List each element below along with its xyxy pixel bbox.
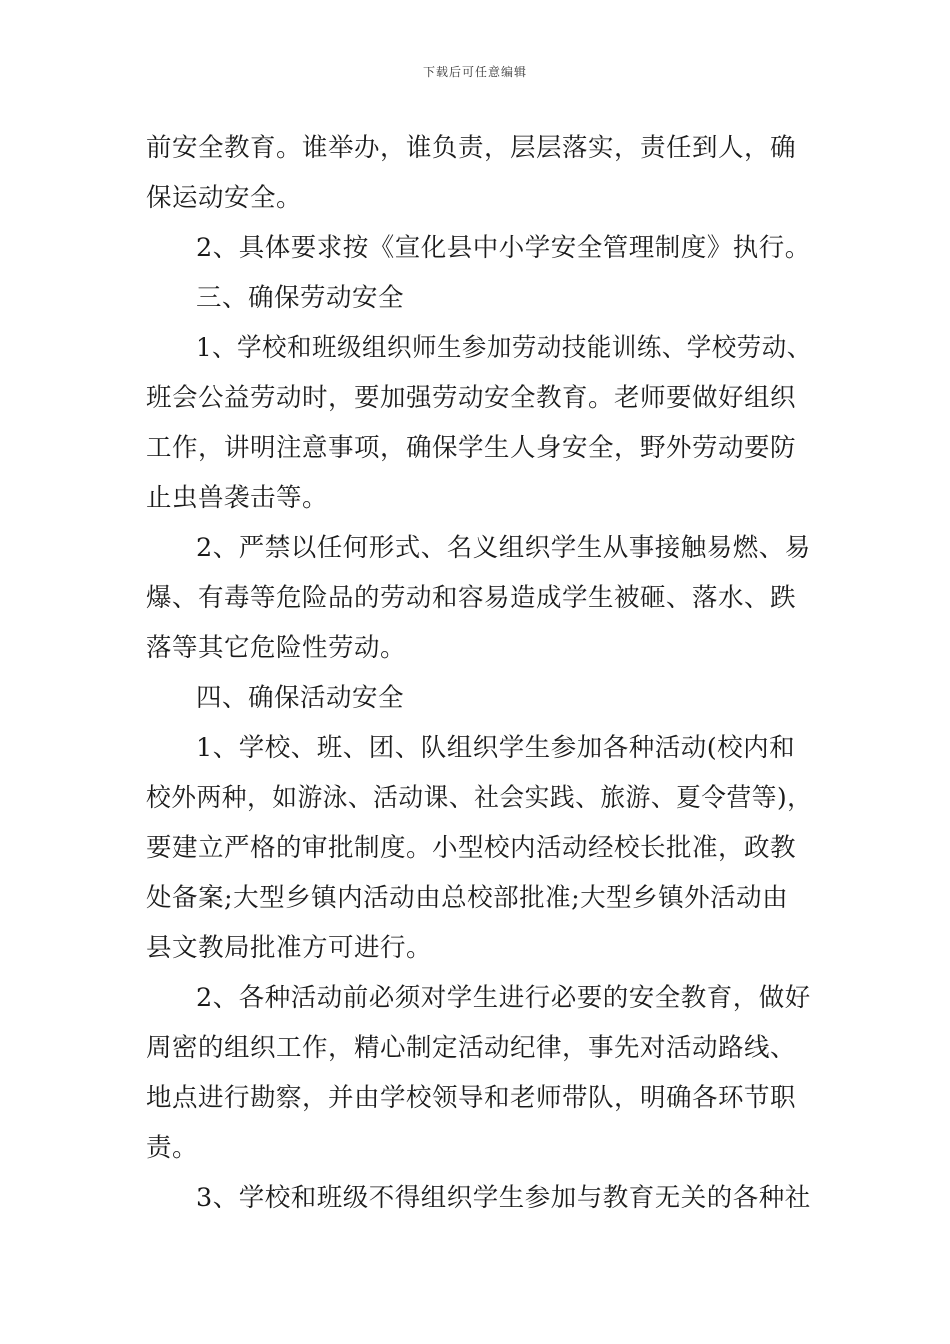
text-line: 前安全教育。谁举办，谁负责，层层落实，责任到人，确 xyxy=(146,133,797,163)
text-line: 2、严禁以任何形式、名义组织学生从事接触易燃、易 xyxy=(196,533,811,563)
text-line: 爆、有毒等危险品的劳动和容易造成学生被砸、落水、跌 xyxy=(146,583,797,613)
text-line: 校外两种，如游泳、活动课、社会实践、旅游、夏令营等)， xyxy=(146,783,813,813)
text-line: 1、学校和班级组织师生参加劳动技能训练、学校劳动、 xyxy=(196,333,812,363)
text-line: 2、各种活动前必须对学生进行必要的安全教育，做好 xyxy=(196,983,811,1013)
text-line: 责。 xyxy=(146,1133,199,1163)
text-line: 班会公益劳动时，要加强劳动安全教育。老师要做好组织 xyxy=(146,383,797,413)
text-line: 周密的组织工作，精心制定活动纪律，事先对活动路线、 xyxy=(146,1033,797,1063)
text-line: 落等其它危险性劳动。 xyxy=(146,633,407,663)
text-line: 县文教局批准方可进行。 xyxy=(146,933,433,963)
page-header: 下载后可任意编辑 xyxy=(422,65,527,79)
text-line: 2、具体要求按《宣化县中小学安全管理制度》执行。 xyxy=(196,233,811,263)
text-line: 地点进行勘察，并由学校领导和老师带队，明确各环节职 xyxy=(146,1083,797,1113)
section-heading: 四、确保活动安全 xyxy=(196,683,405,713)
text-line: 处备案;大型乡镇内活动由总校部批准;大型乡镇外活动由 xyxy=(146,883,789,913)
text-line: 要建立严格的审批制度。小型校内活动经校长批准，政教 xyxy=(146,833,797,863)
section-heading: 三、确保劳动安全 xyxy=(196,283,405,313)
text-line: 工作，讲明注意事项，确保学生人身安全，野外劳动要防 xyxy=(146,433,797,463)
text-line: 3、学校和班级不得组织学生参加与教育无关的各种社 xyxy=(196,1183,811,1213)
text-line: 止虫兽袭击等。 xyxy=(146,483,329,513)
text-line: 保运动安全。 xyxy=(146,183,303,213)
text-line: 1、学校、班、团、队组织学生参加各种活动(校内和 xyxy=(196,733,796,763)
